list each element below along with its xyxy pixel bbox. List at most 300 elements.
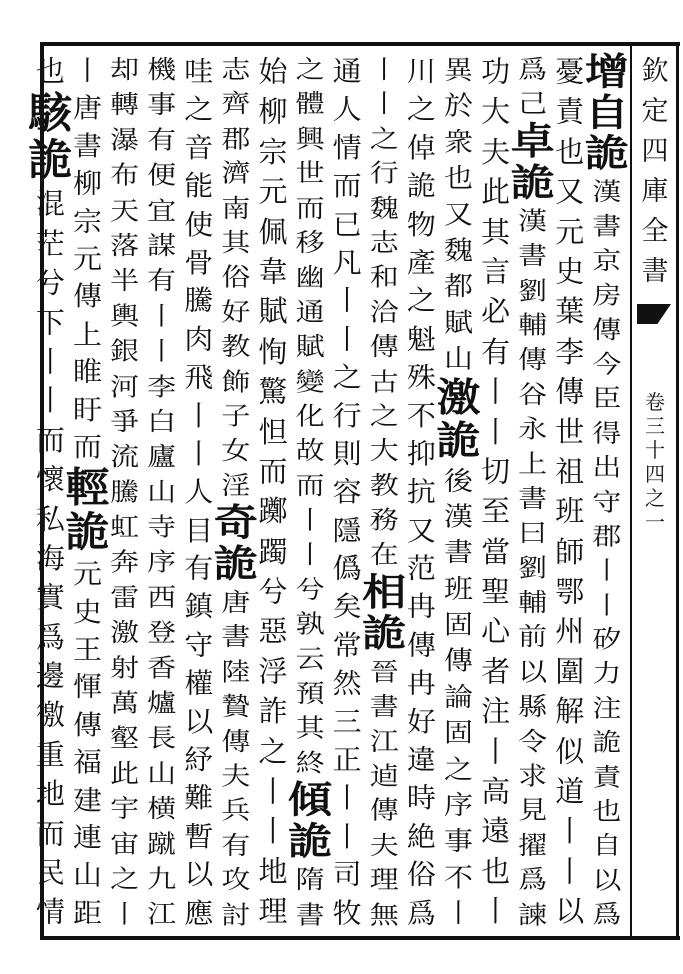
text-char: 爲: [592, 899, 622, 929]
text-char: 丨: [35, 384, 65, 418]
border-bottom: [40, 936, 680, 940]
text-char: 海: [35, 541, 65, 575]
text-char: 而: [332, 169, 362, 202]
text-char: 得: [592, 418, 622, 448]
text-char: 輔: [518, 587, 548, 617]
text-char: 以: [184, 705, 214, 738]
text-char: 常: [332, 628, 362, 661]
text-char: 人: [184, 475, 214, 508]
text-char: 三: [332, 705, 362, 738]
margin-book-title: [633, 52, 677, 292]
text-char: 丨: [332, 284, 362, 317]
text-char: 躑: [258, 494, 288, 529]
text-char: 丨: [332, 781, 362, 814]
text-char: 也: [443, 162, 473, 194]
text-char: 不: [406, 399, 436, 432]
text-char: 書: [518, 241, 548, 271]
margin-volume-char: 之: [645, 486, 665, 510]
text-char: 通: [332, 54, 362, 88]
text-char: 理: [369, 865, 399, 895]
text-char: 固: [443, 609, 473, 640]
text-char: 激: [110, 617, 140, 648]
text-char: 淫: [221, 470, 251, 500]
text-char: 志: [369, 227, 399, 258]
text-char: 流: [110, 441, 140, 472]
text-char: 佩: [258, 214, 288, 249]
text-char: 萬: [110, 688, 140, 718]
text-char: 魏: [443, 235, 473, 266]
text-char: 丨: [332, 322, 362, 355]
text-char: 夫: [221, 761, 251, 791]
heading-char: 自: [584, 91, 629, 135]
text-char: 理: [258, 894, 288, 929]
text-char: 令: [518, 726, 548, 756]
text-char: 其: [481, 214, 511, 249]
margin-title-char: 書: [641, 256, 669, 287]
text-char: 元: [72, 558, 102, 591]
heading-char: 詭: [28, 136, 73, 186]
text-char: 論: [443, 681, 473, 713]
text-char: 體: [295, 89, 325, 119]
text-char: 元: [258, 174, 288, 209]
text-char: 不: [443, 862, 473, 893]
margin-title-char: 欽: [641, 56, 669, 87]
text-char: 之: [369, 401, 399, 431]
heading-char: 激: [436, 374, 481, 421]
text-char: 隋: [295, 865, 325, 895]
text-char: 丨: [258, 774, 288, 809]
text-char: 祖: [555, 454, 585, 489]
text-char: 聖: [481, 574, 511, 609]
text-char: 有: [481, 334, 511, 369]
text-char: 擢: [518, 830, 548, 860]
text-char: 和: [369, 262, 399, 292]
text-char: 劉: [518, 275, 548, 305]
text-char: 也: [592, 796, 622, 826]
heading-char: 詭: [436, 417, 481, 464]
text-char: 討: [221, 899, 251, 930]
text-char: 心: [481, 614, 511, 649]
text-char: 丨: [72, 54, 102, 87]
text-char: 都: [443, 271, 473, 302]
heading-char: 詭: [362, 611, 407, 656]
text-char: 重: [35, 738, 65, 772]
text-char: 葉: [555, 294, 585, 329]
text-char: 難: [184, 781, 214, 814]
text-char: 詭: [406, 169, 436, 202]
text-char: 諫: [518, 899, 548, 930]
text-char: 功: [481, 54, 511, 89]
text-char: 惡: [258, 614, 288, 649]
text-char: 齊: [221, 89, 251, 119]
text-char: 轉: [110, 89, 140, 120]
text-char: 贄: [221, 691, 251, 722]
text-char: 冉: [406, 590, 436, 623]
text-char: 情: [35, 895, 65, 929]
text-char: 教: [221, 331, 251, 362]
text-char: 京: [592, 246, 622, 276]
text-char: 漢: [592, 177, 622, 207]
heading-char: 詭: [213, 542, 258, 587]
margin-volume-char: 三: [645, 414, 665, 438]
text-char: 而: [258, 454, 288, 489]
heading-char: 輕: [65, 464, 110, 512]
text-char: 大: [369, 436, 399, 466]
text-char: 哇: [184, 54, 214, 88]
margin-title-char: 定: [641, 96, 669, 127]
text-char: 史: [555, 254, 585, 289]
heading-char: 相: [362, 570, 407, 615]
text-char: 書: [72, 130, 102, 162]
text-char: 丨: [295, 505, 325, 535]
text-char: 夫: [369, 830, 399, 860]
text-char: 布: [110, 160, 140, 190]
text-char: 連: [72, 822, 102, 854]
text-char: 序: [443, 789, 473, 821]
text-char: 懷: [35, 462, 65, 497]
text-char: 丨: [332, 820, 362, 853]
text-char: 今: [592, 349, 622, 379]
text-char: 西: [147, 582, 177, 613]
text-char: 騰: [184, 284, 214, 317]
text-char: 憂: [555, 54, 585, 89]
text-char: 怛: [258, 414, 288, 449]
text-char: 產: [406, 246, 436, 279]
text-char: 自: [592, 830, 622, 860]
text-char: 書: [369, 691, 399, 722]
text-char: 云: [295, 644, 325, 674]
text-char: 唐: [221, 587, 251, 617]
text-char: 紓: [184, 743, 214, 776]
text-char: 以: [518, 657, 548, 687]
margin-volume-label: [633, 390, 677, 534]
text-char: 又: [406, 513, 436, 547]
text-char: 俗: [221, 262, 251, 292]
text-char: 有: [147, 124, 177, 155]
text-char: 劉: [518, 553, 548, 583]
text-char: 賦: [295, 331, 325, 362]
text-char: 銀: [110, 336, 140, 366]
text-char: 曰: [518, 518, 548, 548]
text-char: 私: [35, 502, 65, 536]
text-char: 子: [221, 401, 251, 431]
text-char: 却: [110, 54, 140, 85]
text-char: 前: [518, 622, 548, 652]
text-char: 王: [72, 633, 102, 666]
text-char: 丨: [592, 555, 622, 585]
text-char: 縣: [518, 691, 548, 722]
text-char: 有: [221, 830, 251, 860]
text-char: 天: [110, 195, 140, 226]
text-char: 而: [72, 431, 102, 464]
text-char: 洽: [369, 297, 399, 327]
text-char: 班: [555, 494, 585, 529]
text-char: 兮: [295, 574, 325, 604]
text-char: 以: [184, 858, 214, 891]
text-char: 飾: [221, 366, 251, 396]
margin-title-column: [633, 52, 677, 934]
text-char: 兮: [35, 266, 65, 300]
text-char: 實: [35, 580, 65, 614]
text-char: 序: [147, 547, 177, 577]
text-char: 廬: [147, 441, 177, 472]
text-char: 大: [481, 94, 511, 129]
text-char: 也: [481, 854, 511, 889]
text-char: 遠: [481, 814, 511, 849]
text-char: 預: [295, 678, 325, 708]
text-char: 南: [221, 193, 251, 223]
text-char: 必: [481, 294, 511, 329]
text-char: 傳: [72, 280, 102, 313]
text-char: 衆: [443, 126, 473, 158]
heading-char: 駭: [28, 89, 73, 140]
text-char: 地: [258, 854, 288, 889]
text-char: 福: [72, 746, 102, 779]
text-char: 之: [332, 360, 362, 394]
text-char: 之: [369, 123, 399, 154]
text-char: 壑: [110, 723, 140, 753]
text-char: 女: [221, 436, 251, 466]
text-char: 師: [555, 534, 585, 569]
text-char: 谷: [518, 379, 548, 409]
text-char: 李: [147, 371, 177, 401]
text-char: 使: [184, 207, 214, 241]
text-char: 務: [369, 505, 399, 535]
text-char: 虹: [110, 512, 140, 542]
text-char: 此: [481, 174, 511, 209]
text-char: 爲: [35, 620, 65, 654]
text-char: 其: [221, 227, 251, 258]
text-char: 絶: [406, 820, 436, 853]
text-char: 半: [110, 265, 140, 296]
text-char: 見: [518, 795, 548, 826]
text-char: 下: [35, 305, 65, 339]
text-char: 而: [295, 193, 325, 223]
text-char: 魁: [406, 322, 436, 355]
text-char: 矣: [332, 590, 362, 623]
text-char: 丨: [35, 344, 65, 379]
text-char: 傳: [518, 345, 548, 375]
text-char: 好: [406, 705, 436, 738]
text-char: 音: [184, 131, 214, 164]
text-char: 上: [72, 318, 102, 351]
text-char: 書: [443, 537, 473, 568]
text-char: 終: [295, 748, 325, 778]
text-char: 史: [72, 596, 102, 628]
text-char: 好: [221, 297, 251, 327]
text-char: 又: [443, 199, 473, 230]
text-char: 時: [406, 781, 436, 814]
text-char: 古: [369, 366, 399, 396]
text-char: 殊: [406, 360, 436, 394]
text-char: 異: [443, 54, 473, 86]
text-char: 謀: [147, 230, 177, 261]
text-char: 書: [295, 899, 325, 930]
text-char: 丨: [295, 540, 325, 570]
text-char: 己: [518, 89, 548, 119]
text-char: 故: [295, 436, 325, 466]
text-char: 驚: [258, 374, 288, 409]
text-char: 肉: [184, 322, 214, 355]
text-char: 長: [147, 723, 177, 753]
text-char: 傳: [555, 374, 585, 409]
text-char: 出: [592, 452, 622, 482]
text-char: 房: [592, 280, 622, 310]
text-char: 傳: [369, 795, 399, 826]
text-char: 山: [147, 476, 177, 507]
text-char: 無: [369, 899, 399, 930]
text-char: 凡: [332, 246, 362, 279]
text-char: 世: [555, 414, 585, 449]
text-char: 爐: [147, 688, 177, 718]
text-char: 責: [592, 762, 622, 792]
text-char: 元: [555, 214, 585, 249]
text-char: 在: [369, 540, 399, 570]
text-char: 道: [555, 774, 585, 809]
text-char: 便: [147, 160, 177, 190]
text-char: 傳: [72, 709, 102, 741]
text-char: 之: [406, 93, 436, 126]
text-char: 爲: [518, 865, 548, 895]
text-char: 事: [147, 89, 177, 120]
text-char: 圍: [555, 654, 585, 689]
margin-divider: [630, 42, 632, 940]
text-char: 世: [295, 158, 325, 188]
text-char: 河: [110, 371, 140, 401]
text-char: 濟: [221, 158, 251, 188]
text-char: 正: [332, 743, 362, 776]
text-char: 之: [258, 734, 288, 769]
text-char: 孰: [295, 609, 325, 639]
text-char: 郡: [221, 123, 251, 154]
text-char: 宇: [110, 793, 140, 824]
text-char: 注: [592, 693, 622, 723]
text-char: 詐: [258, 694, 288, 729]
text-char: 鄂: [555, 574, 585, 609]
text-char: 上: [518, 449, 548, 479]
text-char: 而: [35, 816, 65, 850]
text-char: 之: [443, 753, 473, 785]
text-char: 權: [184, 667, 214, 700]
text-char: 逌: [369, 761, 399, 791]
margin-volume-char: 十: [645, 438, 665, 462]
text-char: 應: [184, 896, 214, 929]
text-char: 而: [35, 423, 65, 457]
text-char: 司: [332, 858, 362, 891]
text-char: 浮: [258, 654, 288, 689]
text-char: 目: [184, 513, 214, 547]
text-char: 宗: [72, 205, 102, 238]
fish-tail-mark: [633, 300, 677, 330]
text-char: 後: [443, 465, 473, 496]
text-char: 書: [221, 622, 251, 652]
text-char: 横: [147, 793, 177, 824]
text-char: 柳: [258, 94, 288, 129]
text-char: 事: [443, 826, 473, 857]
text-char: 傳: [443, 645, 473, 677]
heading-char: 詭: [584, 132, 629, 176]
text-char: 惲: [72, 671, 102, 704]
text-char: 民: [35, 856, 65, 890]
text-char: 柳: [72, 167, 102, 200]
text-char: 倬: [406, 131, 436, 164]
heading-char: 詭: [288, 819, 333, 864]
text-char: 抑: [406, 437, 436, 470]
text-char: 於: [443, 90, 473, 122]
text-char: 守: [592, 486, 622, 516]
text-char: 丨: [481, 414, 511, 449]
text-char: 詭: [592, 727, 622, 757]
text-char: 行: [332, 399, 362, 432]
text-char: 機: [147, 54, 177, 85]
text-char: 丨: [369, 54, 399, 84]
text-char: 落: [110, 230, 140, 261]
text-char: 以: [555, 894, 585, 929]
text-char: 永: [518, 414, 548, 444]
text-char: 丨: [110, 899, 140, 929]
text-char: 元: [72, 243, 102, 275]
text-char: 守: [184, 628, 214, 661]
text-char: 之: [295, 54, 325, 84]
text-char: 躅: [258, 534, 288, 569]
text-char: 江: [369, 726, 399, 756]
text-char: 江: [147, 899, 177, 929]
text-char: 山: [443, 343, 473, 374]
text-char: 傳: [406, 628, 436, 661]
text-char: 賦: [258, 294, 288, 329]
margin-title-char: 四: [641, 136, 669, 167]
text-char: 書: [592, 211, 622, 241]
text-char: 丨: [258, 814, 288, 849]
text-char: 之: [110, 864, 140, 894]
text-char: 建: [72, 784, 102, 817]
text-char: 解: [555, 694, 585, 729]
text-char: 郡: [592, 521, 622, 551]
text-char: 攻: [221, 865, 251, 895]
text-char: 移: [295, 227, 325, 258]
text-char: 容: [332, 475, 362, 508]
text-char: 當: [481, 534, 511, 569]
text-char: 班: [443, 573, 473, 604]
text-char: 化: [295, 401, 325, 431]
text-char: 賦: [443, 307, 473, 338]
text-char: 骨: [184, 246, 214, 279]
text-char: 之: [184, 93, 214, 126]
text-char: 夫: [481, 134, 511, 169]
heading-char: 傾: [288, 778, 333, 823]
text-char: 固: [443, 717, 473, 749]
text-char: 則: [332, 437, 362, 470]
text-char: 奔: [110, 547, 140, 577]
text-char: 瀑: [110, 124, 140, 155]
text-char: 切: [481, 454, 511, 489]
text-char: 高: [481, 774, 511, 809]
text-char: 宗: [258, 134, 288, 169]
text-char: 幽: [295, 262, 325, 292]
text-char: 兵: [221, 795, 251, 826]
heading-char: 增: [584, 52, 629, 94]
text-char: 茫: [35, 227, 65, 261]
border-top: [40, 42, 680, 46]
text-char: 臣: [592, 383, 622, 413]
text-char: 傳: [369, 331, 399, 362]
text-char: 似: [555, 734, 585, 769]
text-char: 恂: [258, 334, 288, 369]
text-char: 始: [258, 54, 288, 89]
text-char: 騰: [110, 476, 140, 507]
text-char: 白: [147, 406, 177, 437]
text-char: 爲: [406, 896, 436, 929]
